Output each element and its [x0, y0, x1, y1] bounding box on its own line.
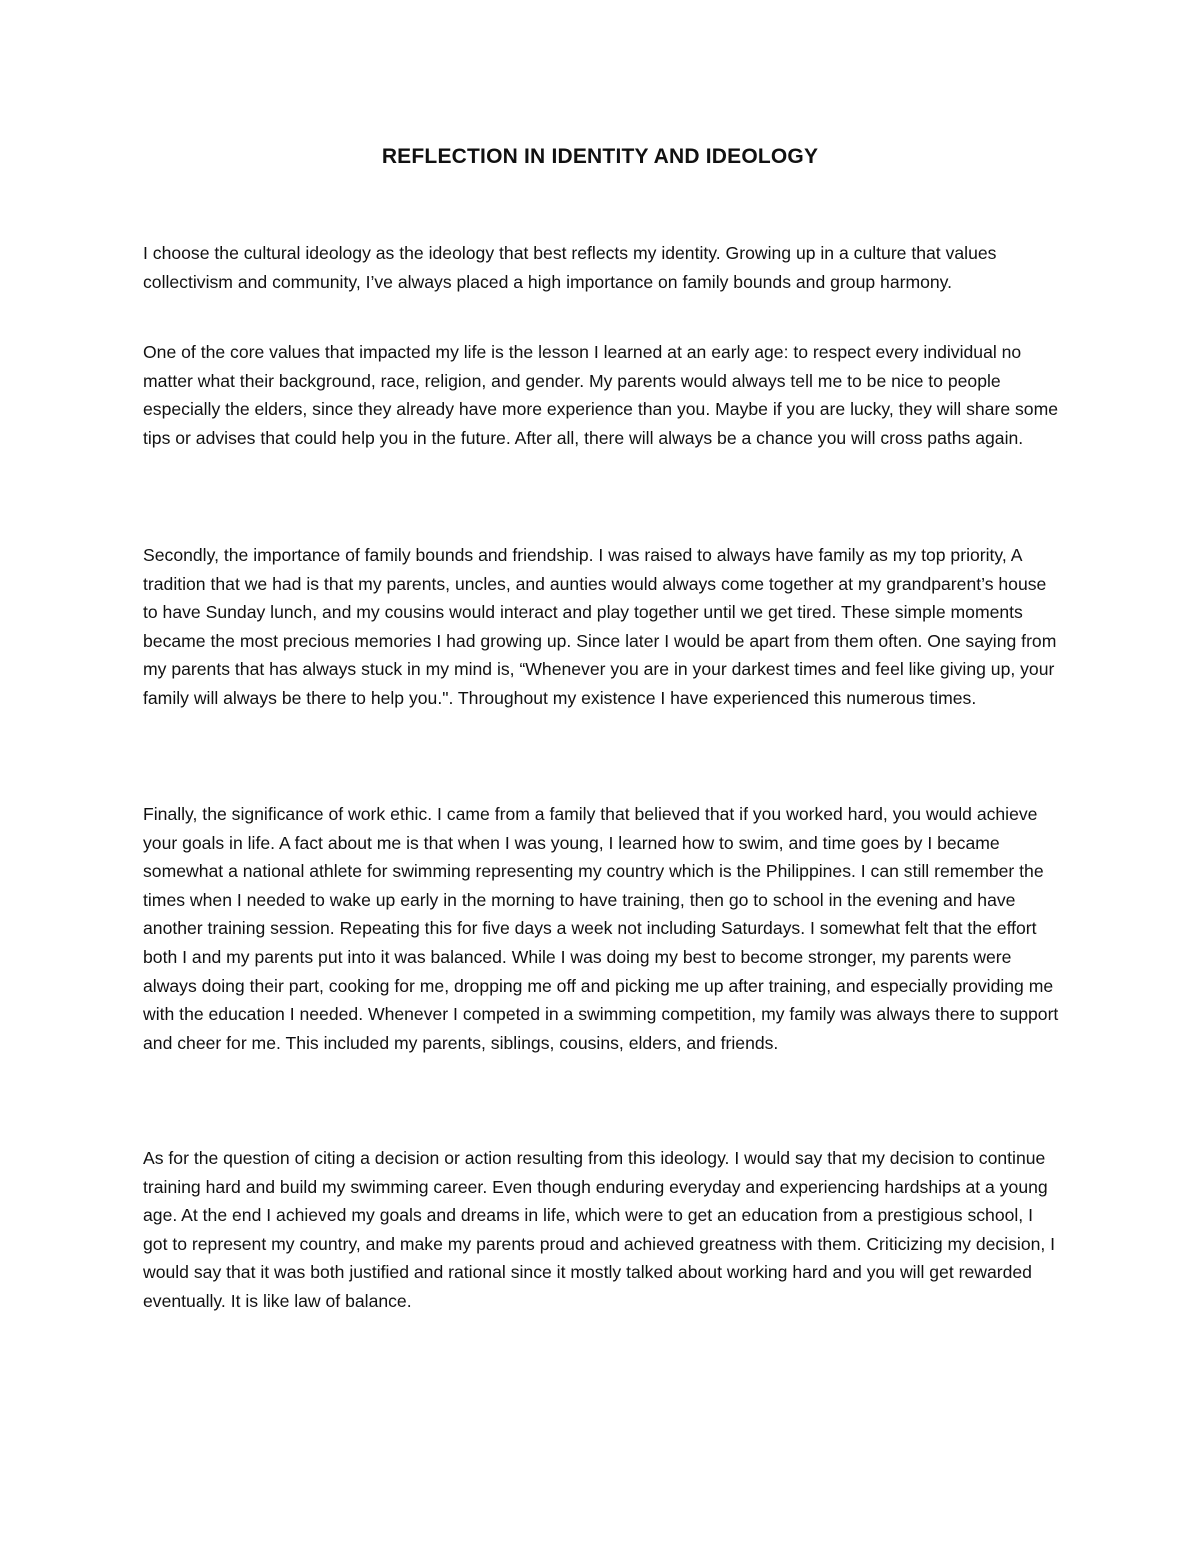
- paragraph-respect: One of the core values that impacted my life is the lesson I learned at an early age: to respect every individual no matter what their background, race, religion, and gender. My parents would always tell me to be nice to people especially the elders, since they already have more experience than you. Maybe if you are lucky, they will share some tips or advises that could help you in the future. After all, there will always be a chance you will cross paths again.: [143, 342, 1059, 448]
- document-title: REFLECTION IN IDENTITY AND IDEOLOGY: [381, 145, 819, 168]
- paragraph-intro: I choose the cultural ideology as the ideology that best reflects my identity. Growing up in a culture that values collectivism and community, I’ve always placed a high importance on family bounds and group harmony.: [143, 243, 997, 292]
- paragraph-work-ethic: Finally, the significance of work ethic. I came from a family that believed that if you worked hard, you would achieve your goals in life. A fact about me is that when I was young, I learned how to swim, and time goes by I became somewhat a national athlete for swimming representing my country which is the Philippines. I can still remember the times when I needed to wake up early in the morning to have training, then go to school in the evening and have another training session. Repeating this for five days a week not including Saturdays. I somewhat felt that the effort both I and my parents put into it was balanced. While I was doing my best to become stronger, my parents were always doing their part, cooking for me, dropping me off and picking me up after training, and especially providing me with the education I needed. Whenever I competed in a swimming competition, my family was always there to support and cheer for me. This included my parents, siblings, cousins, elders, and friends.: [143, 804, 1059, 1053]
- paragraph-decision: As for the question of citing a decision or action resulting from this ideology. I would say that my decision to continue training hard and build my swimming career. Even though enduring everyday and experiencing hardships at a young age. At the end I achieved my goals and dreams in life, which were to get an education from a prestigious school, I got to represent my country, and make my parents proud and achieved greatness with them. Criticizing my decision, I would say that it was both justified and rational since it mostly talked about working hard and you will get rewarded eventually. It is like law of balance.: [143, 1148, 1056, 1311]
- paragraph-family: Secondly, the importance of family bounds and friendship. I was raised to always have family as my top priority, A tradition that we had is that my parents, uncles, and aunties would always come together at my grandparent’s house to have Sunday lunch, and my cousins would interact and play together until we get tired. These simple moments became the most precious memories I had growing up. Since later I would be apart from them often. One saying from my parents that has always stuck in my mind is, “Whenever you are in your darkest times and feel like giving up, your family will always be there to help you.". Throughout my existence I have experienced this numerous times.: [143, 545, 1057, 708]
